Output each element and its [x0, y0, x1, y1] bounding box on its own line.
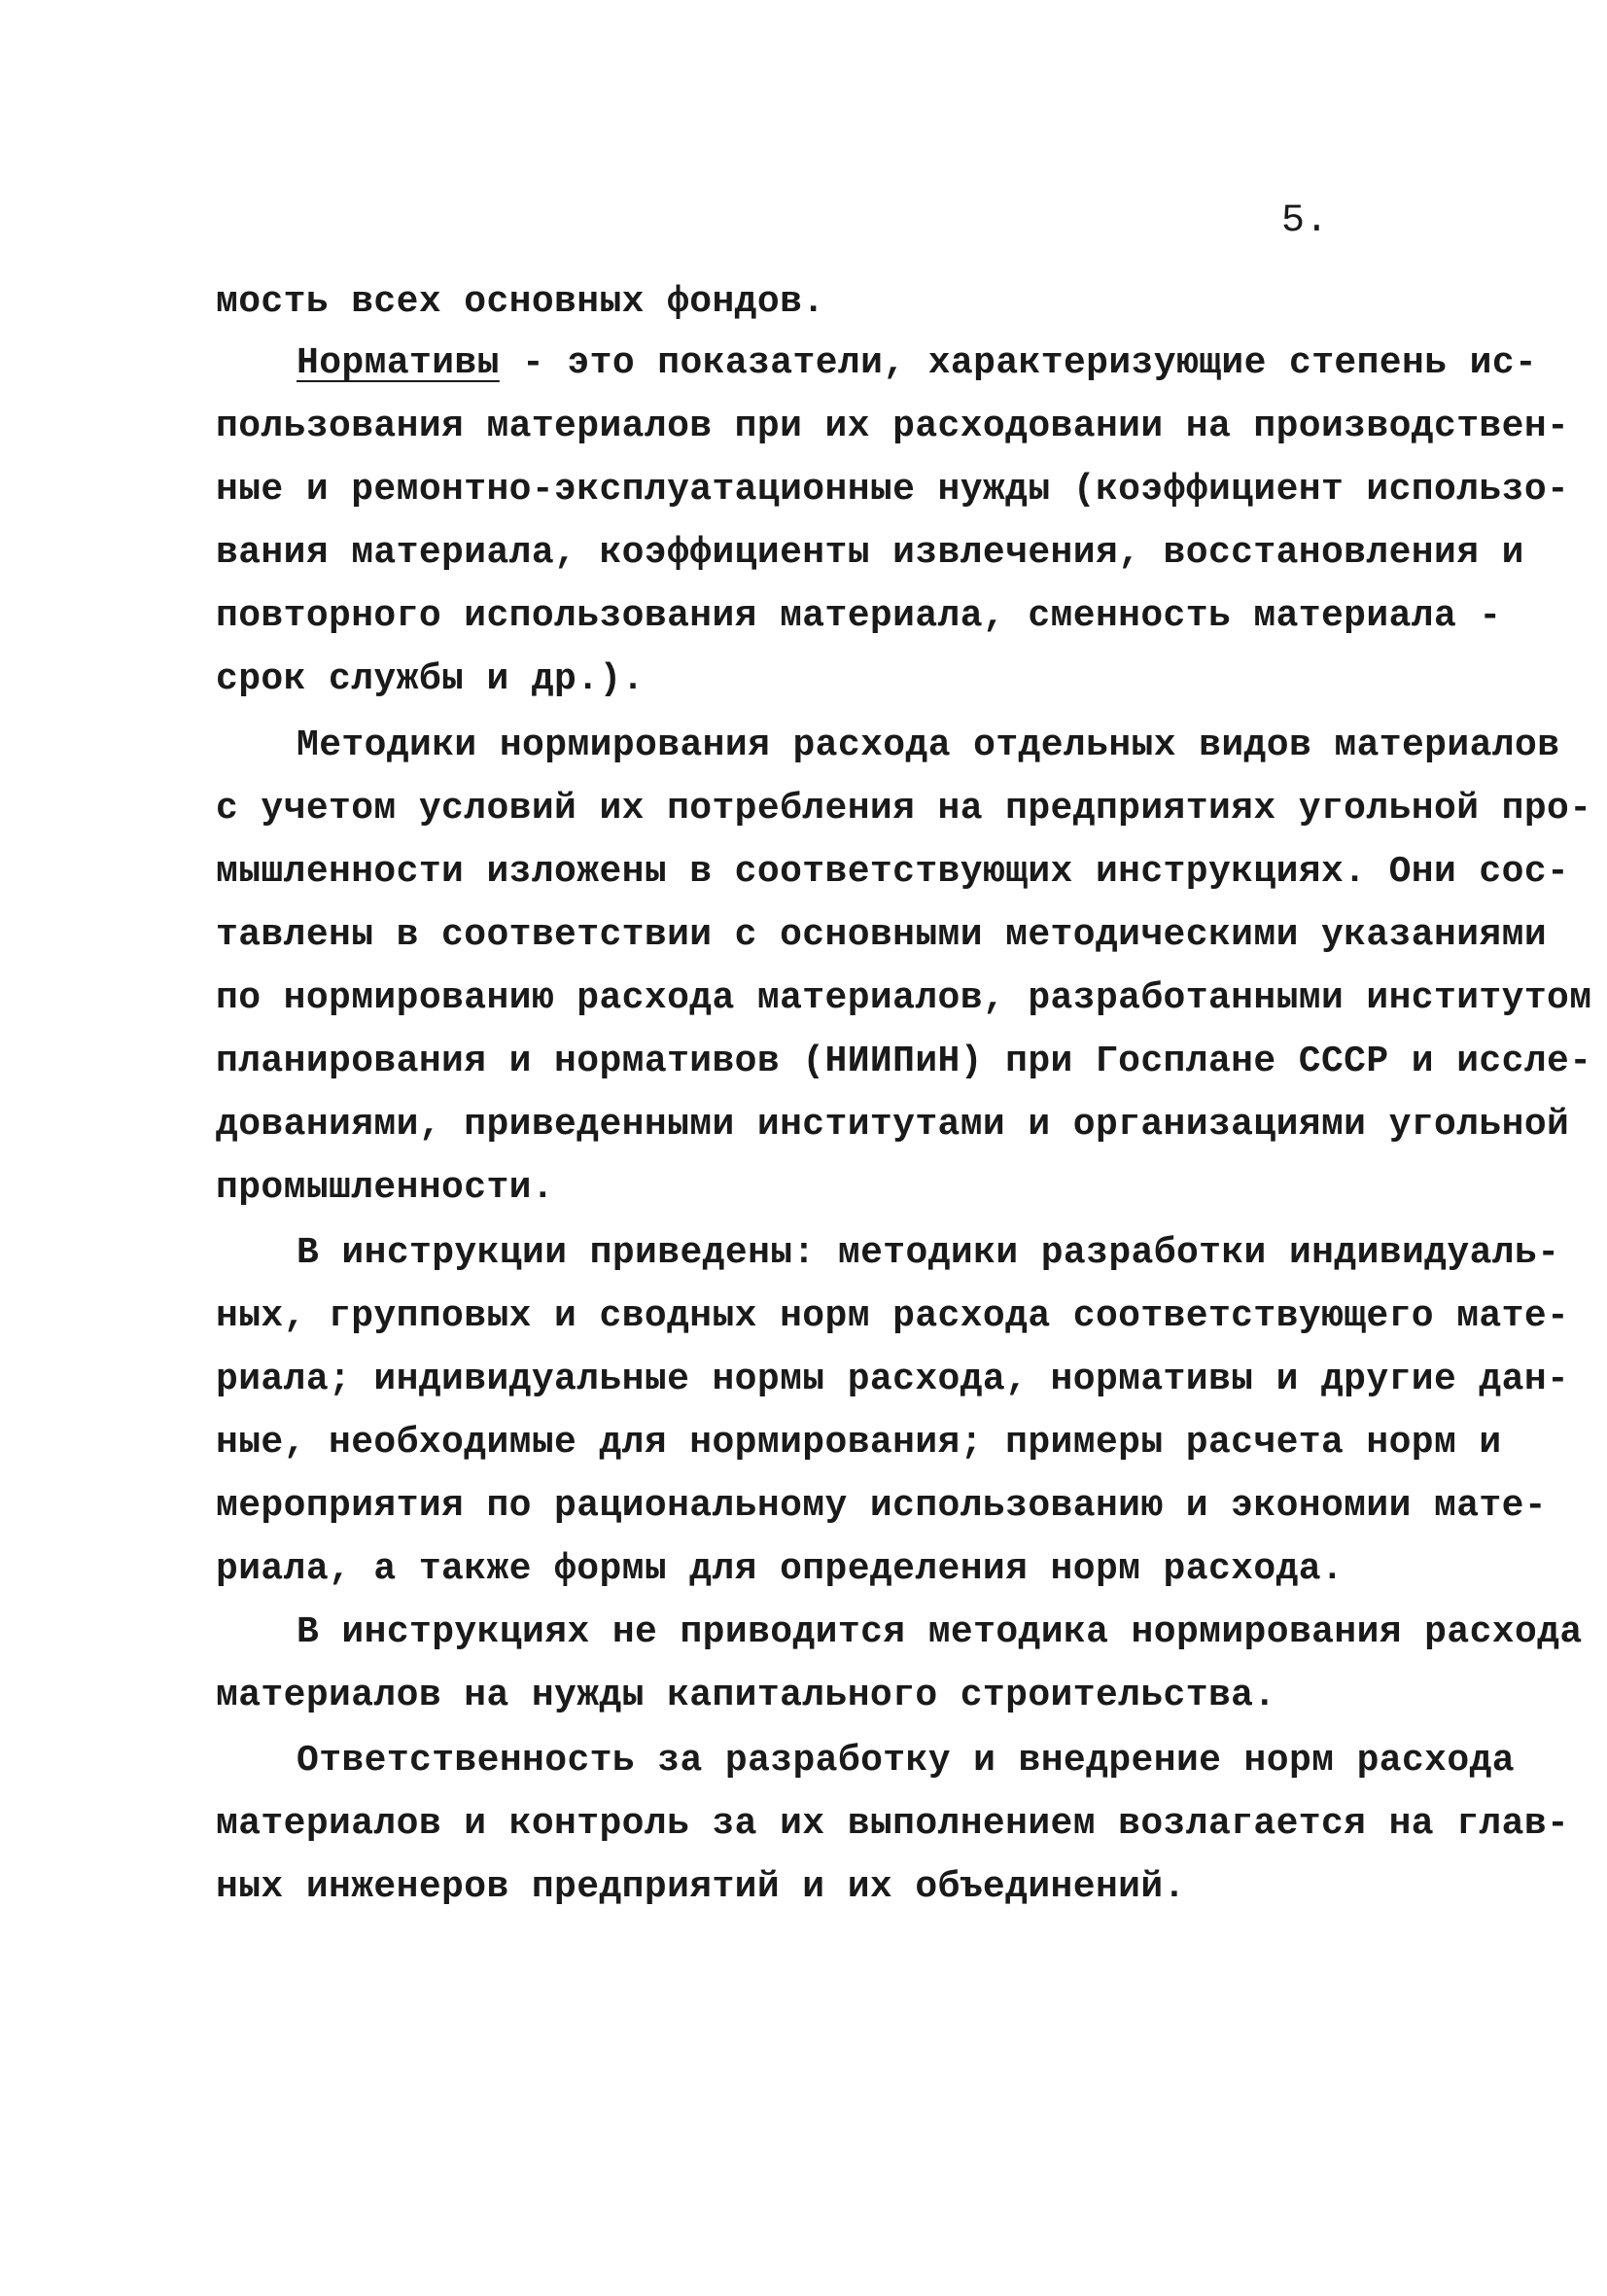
- text-line: Методики нормирования расхода отдельных видов материалов: [297, 724, 1560, 766]
- text-line: риала; индивидуальные нормы расхода, нормативы и другие дан-: [216, 1359, 1570, 1400]
- text-line: В инструкциях не приводится методика нормирования расхода: [297, 1611, 1583, 1653]
- term-dash: -: [499, 342, 568, 384]
- text-line: ные, необходимые для нормирования; примеры расчета норм и: [216, 1422, 1502, 1464]
- text-line: мость всех основных фондов.: [216, 281, 825, 323]
- text-line: повторного использования материала, сменность материала -: [216, 595, 1502, 637]
- text-line: мышленности изложены в соответствующих инструкциях. Они сос-: [216, 851, 1570, 893]
- text-line: дованиями, приведенными институтами и организациями угольной: [216, 1104, 1570, 1146]
- text-line: пользования материалов при их расходовании на производствен-: [216, 406, 1570, 447]
- text-line: Ответственность за разработку и внедрение норм расхода: [297, 1740, 1515, 1782]
- text-line: с учетом условий их потребления на предприятиях угольной про-: [216, 788, 1592, 830]
- text-line: планирования и нормативов (НИИПиН) при Госплане СССР и иссле-: [216, 1041, 1592, 1082]
- definition-text: это показатели, характеризующие степень ис-: [567, 342, 1538, 384]
- term-normativy: Нормативы: [297, 342, 500, 384]
- text-line: материалов и контроль за их выполнением возлагается на глав-: [216, 1803, 1570, 1845]
- text-line: ных, групповых и сводных норм расхода соответствующего мате-: [216, 1295, 1570, 1337]
- definition-line: [297, 342, 1538, 384]
- text-line: срок службы и др.).: [216, 658, 645, 700]
- text-line: ные и ремонтно-эксплуатационные нужды (коэффициент использо-: [216, 469, 1570, 511]
- text-line: ных инженеров предприятий и их объединений.: [216, 1866, 1186, 1908]
- text-line: по нормированию расхода материалов, разработанными институтом: [216, 977, 1592, 1019]
- text-line: риала, а также формы для определения норм расхода.: [216, 1548, 1345, 1590]
- text-line: промышленности.: [216, 1167, 555, 1209]
- text-line: мероприятия по рациональному использованию и экономии мате-: [216, 1485, 1548, 1527]
- page-number: 5.: [1281, 199, 1329, 243]
- text-line: тавлены в соответствии с основными методическими указаниями: [216, 914, 1548, 956]
- text-line: В инструкции приведены: методики разработки индивидуаль-: [297, 1232, 1560, 1274]
- text-line: вания материала, коэффициенты извлечения, восстановления и: [216, 532, 1524, 574]
- text-line: материалов на нужды капитального строительства.: [216, 1675, 1276, 1716]
